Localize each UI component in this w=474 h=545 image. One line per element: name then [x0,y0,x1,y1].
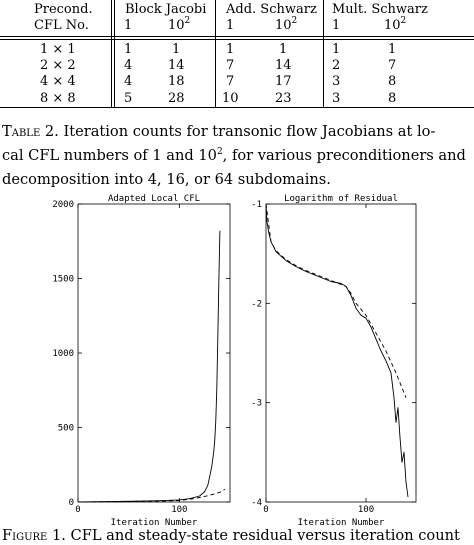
x-tick-label: 0 [75,505,81,515]
table-cell: 1 [172,42,181,57]
y-tick-label: 1500 [52,274,74,285]
header-block-jacobi: Block Jacobi [125,2,207,17]
y-tick-label: -4 [251,498,262,508]
header-as-cfl-high: $10^2$ [275,16,298,33]
table-divider-1 [111,0,112,108]
header-ms-cfl-high: $10^2$ [384,16,407,33]
table-header-rule-top [0,36,474,37]
chart-2 [251,194,416,528]
y-tick-label: -1 [251,200,262,210]
table-cell: 14 [168,58,185,73]
row-label: 8 × 8 [40,91,76,106]
table-cell: 5 [124,91,133,106]
figure-caption-text: CFL and steady-state residual versus iteration count [65,527,460,544]
table-caption-line-1 [2,120,472,144]
chart-1 [52,194,230,528]
header-bj-cfl-low: 1 [124,18,133,33]
figure-caption-label: Figure 1. [2,527,66,544]
table-caption-text-3: decomposition into 4, 16, or 64 subdomains. [2,171,331,188]
table-caption [2,120,472,192]
table-cell: 3 [332,74,341,89]
table-cell: 7 [226,74,235,89]
table-header-rule-bottom [0,39,474,40]
table-cell: 1 [332,42,341,57]
x-tick-label: 100 [171,505,188,515]
chart-title: Adapted Local CFL [107,194,201,204]
table-cell: 4 [124,58,133,73]
table-caption-line-3 [2,168,472,192]
table-divider-3 [215,0,216,108]
table-cell: 4 [124,74,133,89]
table-cell: 23 [275,91,292,106]
table-cell: 10 [222,91,239,106]
header-cfl-no: CFL No. [34,18,89,33]
series-line-solid [266,204,408,497]
figure-caption [2,527,474,545]
table-caption-label: Table 2. [2,123,59,140]
table-caption-exponent: 2 [216,147,223,157]
chart-title: Logarithm of Residual [284,194,398,204]
table-cell: 7 [388,58,397,73]
x-tick-label: 100 [357,505,375,515]
table-cell: 1 [226,42,235,57]
figure-plots [0,190,474,530]
header-bj-cfl-high: $10^2$ [168,16,191,33]
table-cell: 18 [168,74,185,89]
table-cell: 1 [124,42,133,57]
table-divider-2 [114,0,115,108]
x-axis-label: Iteration Number [110,518,198,528]
table-cell: 8 [388,91,397,106]
series-line-solid [78,231,220,502]
table-cell: 17 [275,74,292,89]
y-tick-label: -3 [251,398,262,409]
x-axis-label: Iteration Number [297,518,385,528]
series-line-dashed [266,204,406,398]
table-cell: 7 [226,58,235,73]
row-label: 2 × 2 [40,58,76,73]
header-add-schwarz: Add. Schwarz [226,2,317,17]
header-as-cfl-low: 1 [226,18,235,33]
plot-frame [78,204,230,502]
header-precond: Precond. [34,2,93,17]
table-cell: 2 [332,58,341,73]
x-tick-label: 0 [263,505,269,515]
row-label: 4 × 4 [40,74,76,89]
table-cell: 3 [332,91,341,106]
plot-frame [266,204,416,502]
table-cell: 8 [388,74,397,89]
y-tick-label: -2 [251,299,262,310]
table-cell: 1 [279,42,288,57]
figure-svg [0,190,474,530]
y-tick-label: 500 [57,423,74,434]
y-tick-label: 0 [68,498,74,508]
header-ms-cfl-low: 1 [332,18,341,33]
table-cell: 14 [275,58,292,73]
table-bottom-rule [0,107,474,108]
iteration-count-table [0,0,474,108]
table-cell: 28 [168,91,185,106]
table-divider-4 [323,0,324,108]
y-tick-label: 1000 [52,349,74,359]
table-caption-text-1: Iteration counts for transonic flow Jacobians at lo- [58,123,436,140]
table-caption-text-2: cal CFL numbers of 1 and 10 [2,147,217,164]
table-cell: 1 [388,42,397,57]
table-caption-text-2b: , for various preconditioners and [222,147,466,164]
table-caption-line-2 [2,144,472,168]
y-tick-label: 2000 [52,200,74,210]
header-mult-schwarz: Mult. Schwarz [332,2,428,17]
series-line-dashed [78,489,225,502]
row-label: 1 × 1 [40,42,76,57]
